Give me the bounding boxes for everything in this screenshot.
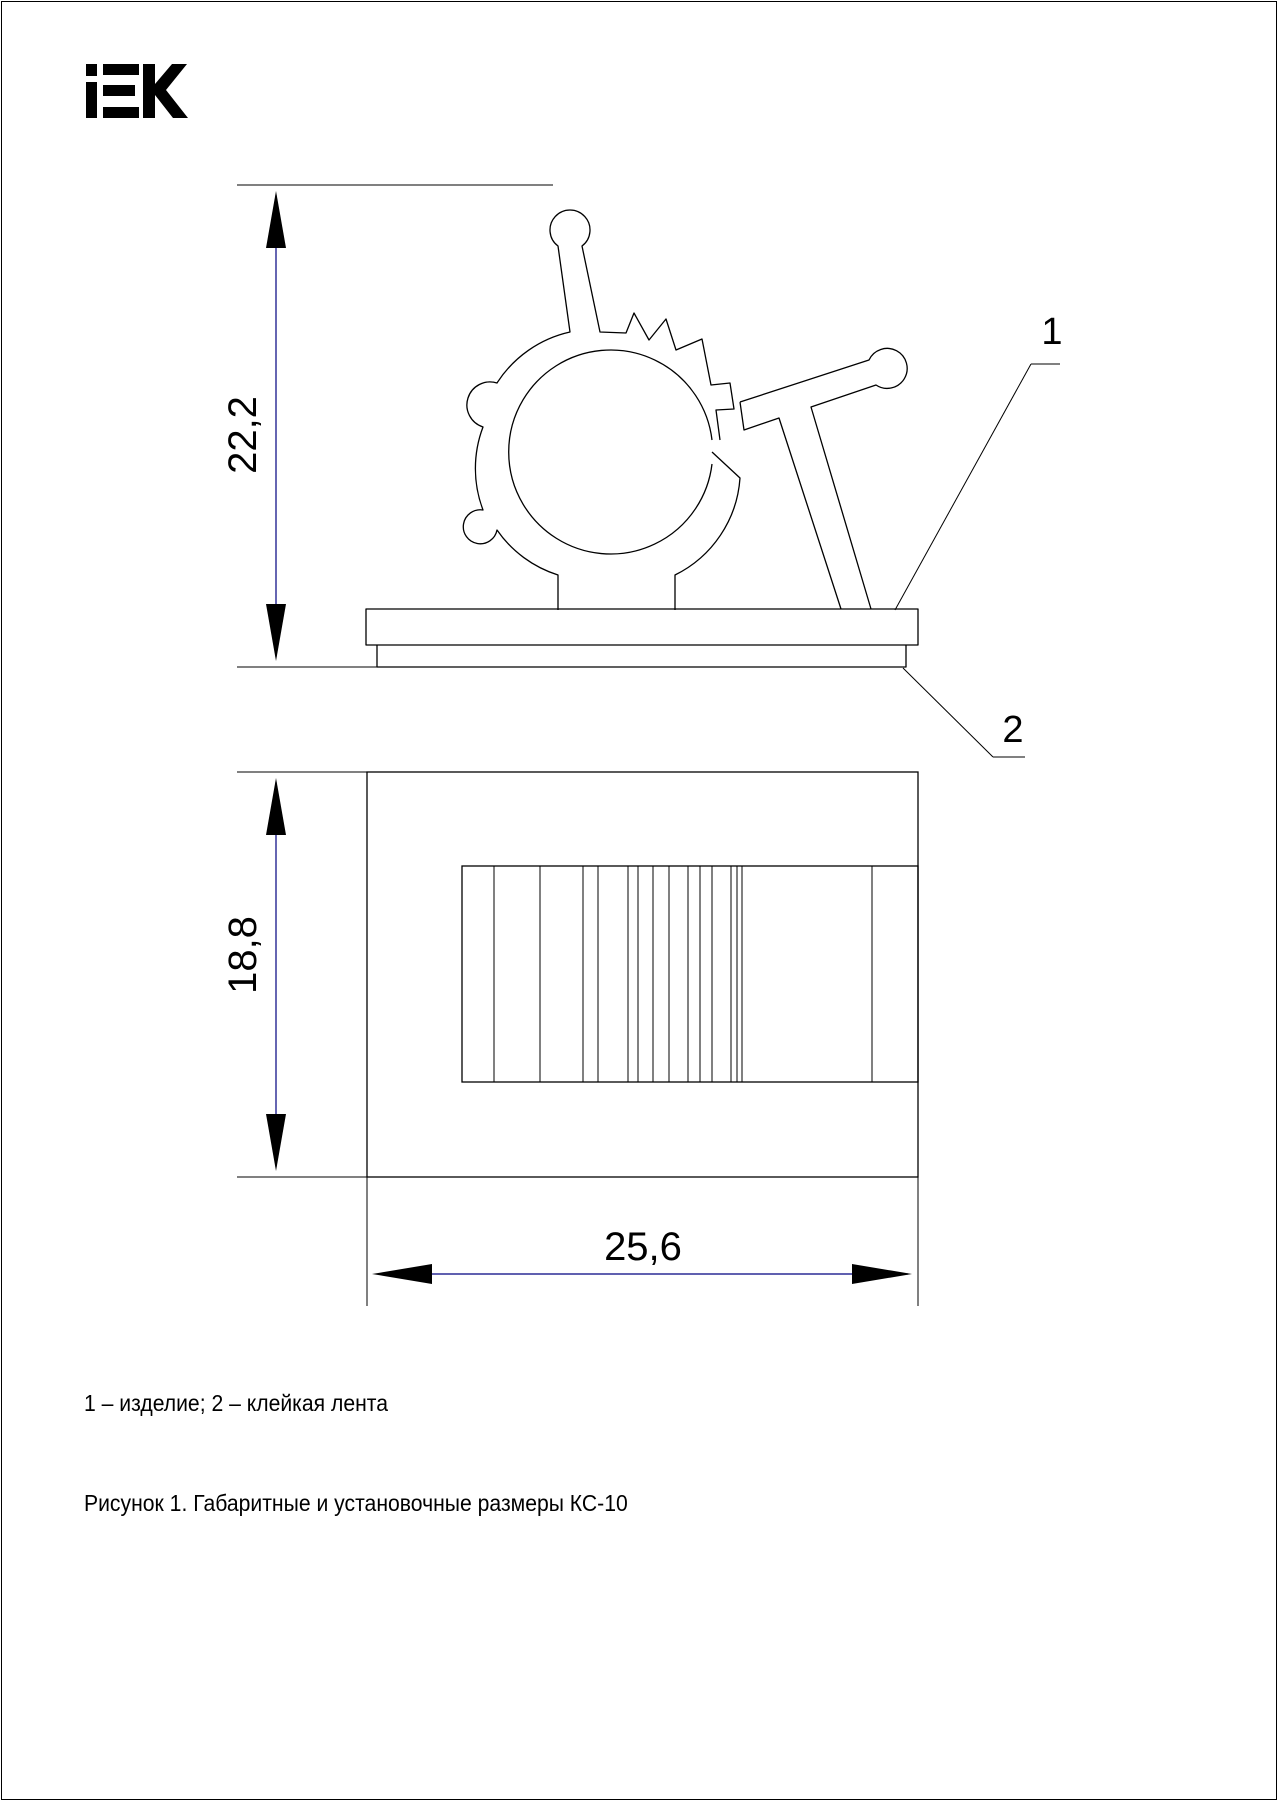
clip-top-view: [367, 772, 918, 1177]
callout-tape-number: 2: [1002, 709, 1024, 751]
width-dimension-label: 25,6: [604, 1225, 682, 1269]
height-dimension: [237, 185, 906, 667]
depth-dimension-label: 18,8: [221, 916, 265, 994]
clip-side-view: [366, 210, 918, 667]
legend-text: 1 – изделие; 2 – клейкая лента: [84, 1390, 389, 1416]
callout-leader-product: [895, 364, 1060, 610]
height-dimension-label: 22,2: [221, 396, 265, 474]
figure-caption: Рисунок 1. Габаритные и установочные размеры КС-10: [84, 1490, 628, 1516]
iek-logo: [86, 64, 188, 118]
callout-product-number: 1: [1041, 311, 1063, 353]
